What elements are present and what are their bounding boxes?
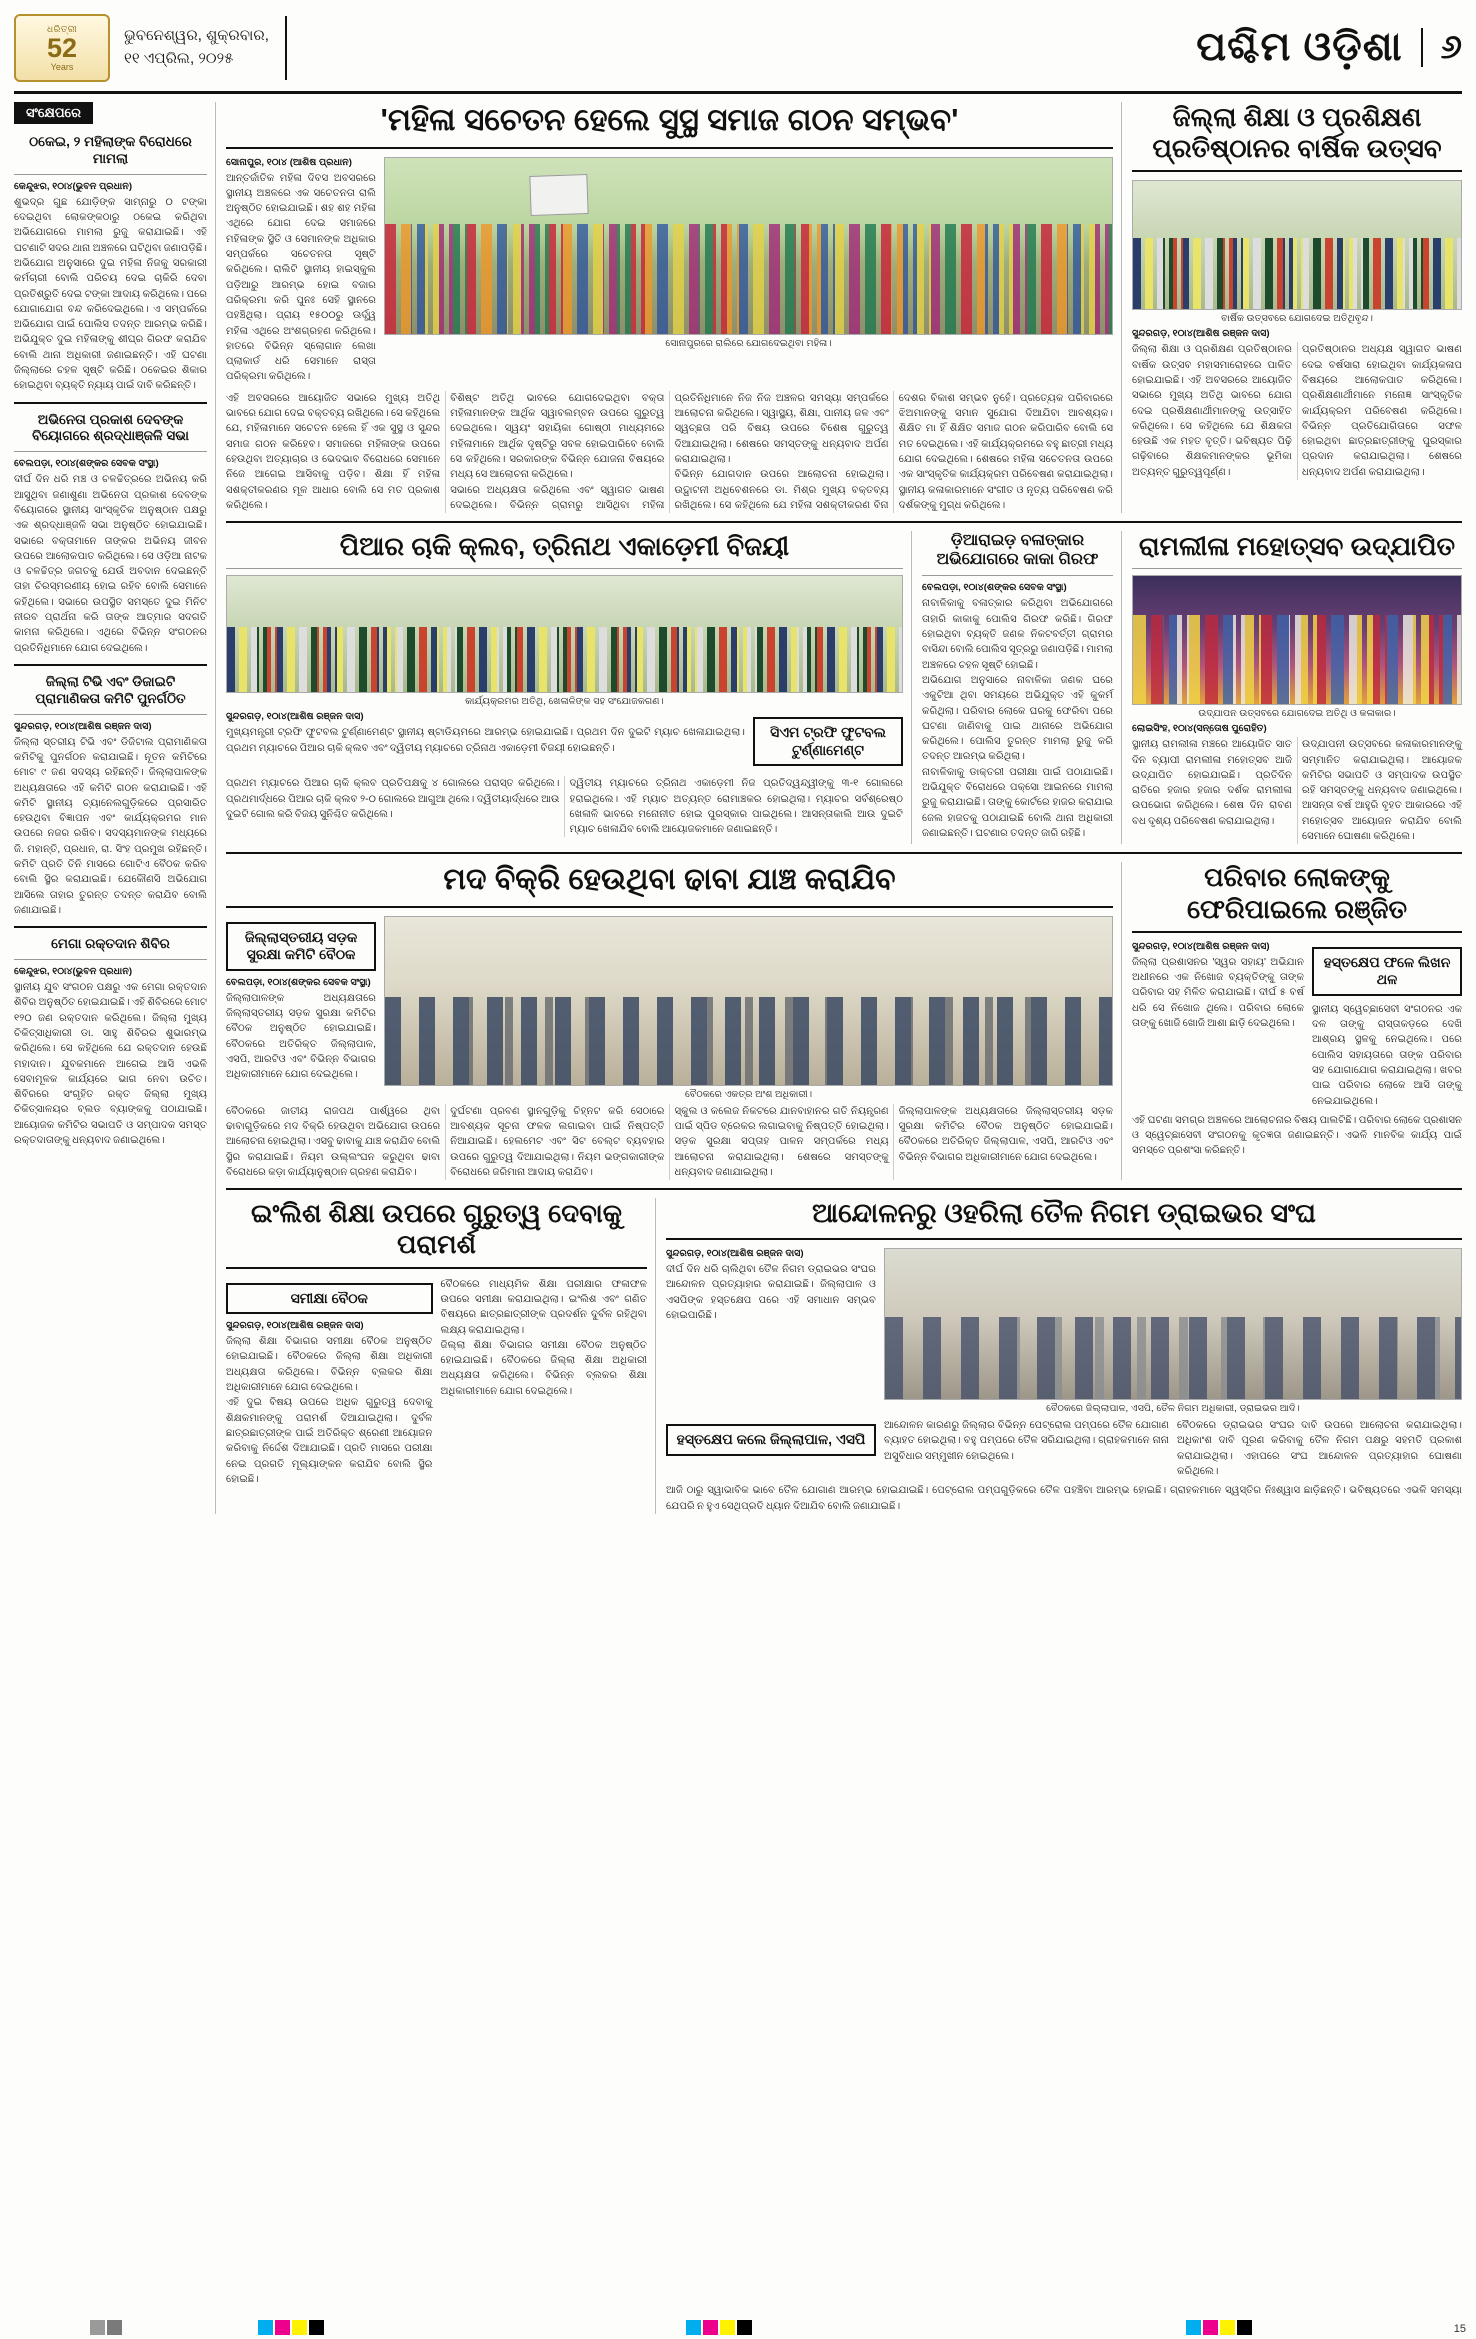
crime-body-2: ଅଭିଯୋଗ ଅନୁସାରେ ନାବାଳିକା ଜଣକ ଘରେ ଏକୁଟିଆ ଥିବା ସମୟରେ ଅଭିଯୁକ୍ତ ଏହି କୁକର୍ମ କରିଥିଲା। ପରିବାର ଲୋକେ ଘରକୁ ଫେରିବା ପରେ ଘଟଣା ଜାଣିବାକୁ ପାଇ ଥାନାରେ ଅଭିଯୋଗ କରିଥିଲେ। ପୋଲିସ ତୁରନ୍ତ ମାମଲା ରୁଜୁ କରି ତଦନ୍ତ ଆରମ୍ଭ କରିଥିଲା। bbox=[922, 674, 1113, 763]
english-education-story[interactable] bbox=[226, 1198, 656, 1514]
oil-box-head: ହସ୍ତକ୍ଷେପ କଲେ ଜିଲ୍ଲାପାଳ, ଏସପି bbox=[666, 1424, 876, 1456]
swatch-group-cmyk-2 bbox=[686, 2320, 752, 2335]
lead-byline: ସୋନାପୁର, ୧୦ା୪ (ଆଶିଷ ପ୍ରଧାନ) bbox=[226, 156, 352, 168]
logo-anniversary-number: 52 bbox=[46, 32, 78, 63]
masthead-place: ଭୁବନେଶ୍ୱର, ଶୁକ୍ରବାର, bbox=[124, 27, 269, 44]
english-body-3: ଏହି ଦୁଇ ବିଷୟ ଉପରେ ଅଧିକ ଗୁରୁତ୍ୱ ଦେବାକୁ ଶିକ୍ଷକମାନଙ୍କୁ ପରାମର୍ଶ ଦିଆଯାଇଥିଲା। ଦୁର୍ବଳ ଛାତ୍ରଛାତ୍ରୀଙ୍କ ପାଇଁ ଅତିରିକ୍ତ ଶ୍ରେଣୀ ଆୟୋଜନ କରିବାକୁ ନିର୍ଦ୍ଦେଶ ଦିଆଯାଇଛି। ପ୍ରତି ମାସରେ ପରୀକ୍ଷା ନେଇ ପ୍ରଗତି ମୂଲ୍ୟାଙ୍କନ କରାଯିବ ବୋଲି ସ୍ଥିର ହୋଇଛି। bbox=[226, 1397, 433, 1485]
ramlila-headline: ରାମଲୀଳା ମହୋତ୍ସବ ଉଦ୍ଯାପିତ bbox=[1138, 531, 1456, 562]
logo-top-text: ଧରିତ୍ରୀ bbox=[46, 23, 78, 34]
sidebar-headline: ଅଭିନେତା ପ୍ରକାଶ ଦେବଙ୍କ ବିୟୋଗରେ ଶ୍ରଦ୍ଧାଞ୍ଜଳି ସଭା bbox=[32, 411, 189, 444]
diet-byline: ସୁନ୍ଦରଗଡ଼, ୧୦ା୪(ଆଶିଷ ରଞ୍ଜନ ଦାସ) bbox=[1132, 328, 1270, 340]
sports-box-head: ସିଏମ ଟ୍ରଫି ଫୁଟବଲ ଟୁର୍ଣ୍ଣାମେଣ୍ଟ bbox=[753, 717, 903, 766]
english-body-2: ବୈଠକରେ ମାଧ୍ୟମିକ ଶିକ୍ଷା ପରୀକ୍ଷାର ଫଳାଫଳ ଉପରେ ସମୀକ୍ଷା କରାଯାଇଥିଲା। ଇଂଲିଶ ଏବଂ ଗଣିତ ବିଷୟରେ ଛାତ୍ରଛାତ୍ରୀଙ୍କ ପ୍ରଦର୍ଶନ ଦୁର୍ବଳ ରହିଥିବା ଲକ୍ଷ୍ୟ କରାଯାଇଥିଲା। bbox=[440, 1278, 647, 1336]
english-headline: ଇଂଲିଶ ଶିକ୍ଷା ଉପରେ ଗୁରୁତ୍ୱ ଦେବାକୁ ପରାମର୍ଶ bbox=[251, 1198, 622, 1260]
liquor-body-2: ବୈଠକରେ ଜାତୀୟ ରାଜପଥ ପାର୍ଶ୍ୱରେ ଥିବା ଢାବାଗୁଡ଼ିକରେ ମଦ ବିକ୍ରି ହେଉଥିବା ଅଭିଯୋଗ ଉପରେ ଆଲୋଚନା ହୋଇଥିଲା। ଏସବୁ ଢାବାକୁ ଯାଞ୍ଚ କରାଯିବ ବୋଲି ସ୍ଥିର କରାଯାଇଛି। ନିୟମ ଉଲ୍ଲଂଘନ କରୁଥିବା ଢାବା ବିରୋଧରେ କଡ଼ା କାର୍ଯ୍ୟାନୁଷ୍ଠାନ ଗ୍ରହଣ କରାଯିବ। bbox=[226, 1105, 441, 1178]
ramlila-photo-caption: ଉଦ୍ଯାପନ ଉତ୍ସବରେ ଯୋଗଦେଇ ଅତିଥି ଓ କଳାକାର। bbox=[1198, 708, 1396, 720]
sports-byline: ସୁନ୍ଦରଗଡ଼, ୧୦ା୪(ଆଶିଷ ରଞ୍ଜନ ଦାସ) bbox=[226, 711, 364, 723]
oil-body-3: ବୈଠକରେ ଡ୍ରାଇଭର ସଂଘର ଦାବି ଉପରେ ଆଲୋଚନା କରାଯାଇଥିଲା। ଅଧିକାଂଶ ଦାବି ପୂରଣ କରିବାକୁ ତୈଳ ନିଗମ ପକ୍ଷରୁ ସହମତି ପ୍ରକାଶ କରାଯାଇଥିଲା। ଏହାପରେ ସଂଘ ଆନ୍ଦୋଳନ ପ୍ରତ୍ୟାହାର ଘୋଷଣା କରିଥିଲେ। bbox=[1177, 1420, 1462, 1477]
sidebar-body: ଦୀର୍ଘ ଦିନ ଧରି ମଞ୍ଚ ଓ ଚଳଚ୍ଚିତ୍ରରେ ଅଭିନୟ କରି ଆସୁଥିବା ଜଣାଶୁଣା ଅଭିନେତା ପ୍ରକାଶ ଦେବଙ୍କ ବିୟୋଗରେ ସ୍ଥାନୀୟ ସାଂସ୍କୃତିକ ଅନୁଷ୍ଠାନ ପକ୍ଷରୁ ଏକ ଶ୍ରଦ୍ଧାଞ୍ଜଳି ସଭା ଅନୁଷ୍ଠିତ ହୋଇଯାଇଛି। ସଭାରେ ବକ୍ତାମାନେ ତାଙ୍କର ଅଭିନୟ ଜୀବନ ଉପରେ ଆଲୋକପାତ କରିଥିଲେ। ସେ ଓଡ଼ିଆ ନାଟକ ଓ ଚଳଚ୍ଚିତ୍ର ଜଗତକୁ ଯେଉଁ ଅବଦାନ ଦେଇଛନ୍ତି ତାହା ଚିରସ୍ମରଣୀୟ ହୋଇ ରହିବ ବୋଲି ସେମାନେ କହିଥିଲେ। ସଭାରେ ଉପସ୍ଥିତ ସମସ୍ତେ ଦୁଇ ମିନିଟ ନୀରବ ପ୍ରାର୍ଥନା କରି ତାଙ୍କ ଆତ୍ମାର ସଦଗତି କାମନା କରିଥିଲେ। ଏଥିରେ ବିଭିନ୍ନ ସଂଗଠନର ପ୍ରତିନିଧିମାନେ ଯୋଗ ଦେଇଥିଲେ। bbox=[14, 474, 207, 654]
lead-body-1: ଆନ୍ତର୍ଜାତିକ ମହିଳା ଦିବସ ଅବସରରେ ସ୍ଥାନୀୟ ଅଞ୍ଚଳରେ ଏକ ସଚେତନତା ରାଲି ଅନୁଷ୍ଠିତ ହୋଇଯାଇଛି। ଶହ ଶହ ମହିଳା ଏଥିରେ ଯୋଗ ଦେଇ ସମାଜରେ ମହିଳାଙ୍କ ସ୍ଥିତି ଓ ସେମାନଙ୍କ ଅଧିକାର ସମ୍ପର୍କରେ ସଚେତନତା ସୃଷ୍ଟି କରିଥିଲେ। ରାଲିଟି ସ୍ଥାନୀୟ ହାଇସ୍କୁଲ ପଡ଼ିଆରୁ ଆରମ୍ଭ ହୋଇ ବଜାର ପରିକ୍ରମା କରି ପୁନଃ ସେହି ସ୍ଥାନରେ ପହଞ୍ଚିଥିଲା। ପ୍ରାୟ ୧୫୦୦ରୁ ଊର୍ଦ୍ଧ୍ୱ ମହିଳା ଏଥିରେ ଅଂଶଗ୍ରହଣ କରିଥିଲେ। ହାତରେ ବିଭିନ୍ନ ସ୍ଲୋଗାନ ଲେଖା ପ୍ଲାକାର୍ଡ ଧରି ସେମାନେ ରାସ୍ତା ପରିକ୍ରମା କରିଥିଲେ। bbox=[226, 172, 376, 383]
sidebar-byline: ସୁନ୍ଦରଗଡ଼, ୧୦ା୪(ଆଶିଷ ରଞ୍ଜନ ଦାସ) bbox=[14, 720, 152, 732]
diet-headline: ଜିଲ୍ଲା ଶିକ୍ଷା ଓ ପ୍ରଶିକ୍ଷଣ ପ୍ରତିଷ୍ଠାନର ବାର୍ଷିକ ଉତ୍ସବ bbox=[1152, 102, 1442, 164]
crime-headline: ଡ଼ିଆରାଇଡ଼ ବଳାତ୍କାର ଅଭିଯୋଗରେ କାକା ଗିରଫ bbox=[936, 532, 1099, 569]
lead-story[interactable] bbox=[226, 102, 1122, 513]
diet-photo bbox=[1132, 180, 1462, 310]
sidebar-headline: ଜିଲ୍ଲା ଟିଭି ଏବଂ ଡିଜାଇଟି ପ୍ରାମାଣିକତା କମିଟି ପୁନର୍ଗଠିତ bbox=[35, 673, 186, 706]
liquor-photo bbox=[384, 916, 1113, 1086]
lead-photo bbox=[384, 157, 1113, 335]
section-title: ପଶ୍ଚିମ ଓଡ଼ିଶା bbox=[1196, 25, 1403, 69]
oil-body-4: ଆଜି ଠାରୁ ସ୍ୱାଭାବିକ ଭାବେ ତୈଳ ଯୋଗାଣ ଆରମ୍ଭ ହୋଇଯାଇଛି। ପେଟ୍ରୋଲ ପମ୍ପଗୁଡ଼ିକରେ ତୈଳ ପହଞ୍ଚିବା ଆରମ୍ଭ ହୋଇଛି। ଗ୍ରାହକମାନେ ସ୍ୱସ୍ତିର ନିଃଶ୍ୱାସ ଛାଡ଼ିଛନ୍ତି। ଭବିଷ୍ୟତରେ ଏଭଳି ସମସ୍ୟା ଯେପରି ନ ହୁଏ ସେଥିପ୍ରତି ଧ୍ୟାନ ଦିଆଯିବ ବୋଲି ଜଣାଯାଇଛି। bbox=[666, 1485, 1462, 1512]
liquor-headline: ମଦ ବିକ୍ରି ହେଉଥିବା ଢାବା ଯାଞ୍ଚ କରାଯିବ bbox=[443, 863, 896, 897]
sidebar-byline: କେନ୍ଦୁଝର, ୧୦ା୪(ଭୁବନ ପ୍ରଧାନ) bbox=[14, 180, 133, 192]
family-reunion-story[interactable] bbox=[1132, 862, 1462, 1180]
ramlila-photo bbox=[1132, 575, 1462, 705]
sidebar-body: ସ୍ଥାନୀୟ ଯୁବ ସଂଗଠନ ପକ୍ଷରୁ ଏକ ମେଗା ରକ୍ତଦାନ ଶିବିର ଅନୁଷ୍ଠିତ ହୋଇଯାଇଛି। ଏହି ଶିବିରରେ ମୋଟ ୧୨୦ ଜଣ ରକ୍ତଦାନ କରିଥିଲେ। ଜିଲ୍ଲା ମୁଖ୍ୟ ଚିକିତ୍ସାଧିକାରୀ ଡା. ସାହୁ ଶିବିରର ଶୁଭାରମ୍ଭ କରିଥିଲେ। ସେ କହିଥିଲେ ଯେ ରକ୍ତଦାନ ହେଉଛି ମହାଦାନ। ଯୁବକମାନେ ଆଗେଇ ଆସି ଏଭଳି ସେବାମୂଳକ କାର୍ଯ୍ୟରେ ଭାଗ ନେବା ଉଚିତ। ଶିବିରରେ ସଂଗୃହିତ ରକ୍ତ ଜିଲ୍ଲା ମୁଖ୍ୟ ଚିକିତ୍ସାଳୟର ବ୍ଲଡ ବ୍ୟାଙ୍କକୁ ପଠାଯାଇଛି। ଆୟୋଜକ କମିଟିର ସଭାପତି ଓ ସମ୍ପାଦକ ସମସ୍ତ ରକ୍ତଦାତାଙ୍କୁ ଧନ୍ୟବାଦ ଜଣାଇଥିଲେ। bbox=[14, 982, 207, 1147]
family-body-2: ସ୍ଥାନୀୟ ସ୍ୱେଚ୍ଛାସେବୀ ସଂଗଠନର ଏକ ଦଳ ତାଙ୍କୁ ରାସ୍ତାକଡ଼ରେ ଦେଖି ଆଶ୍ରୟ ସ୍ଥଳକୁ ନେଇଥିଲେ। ପରେ ପୋଲିସ ସହାୟତାରେ ତାଙ୍କ ପରିବାର ସହ ଯୋଗାଯୋଗ କରାଯାଇଥିଲା। ଖବର ପାଇ ପରିବାର ଲୋକେ ଆସି ତାଙ୍କୁ ନେଇଯାଇଥିଲେ। bbox=[1312, 1003, 1462, 1107]
english-box-head: ସମୀକ୍ଷା ବୈଠକ bbox=[226, 1283, 433, 1315]
oil-body-2: ଆନ୍ଦୋଳନ କାରଣରୁ ଜିଲ୍ଲାର ବିଭିନ୍ନ ପେଟ୍ରୋଲ ପମ୍ପରେ ତୈଳ ଯୋଗାଣ ବ୍ୟାହତ ହୋଇଥିଲା। ବହୁ ପମ୍ପରେ ତୈଳ ସରିଯାଇଥିଲା। ଗ୍ରାହକମାନେ ନାନା ଅସୁବିଧାର ସମ୍ମୁଖୀନ ହୋଇଥିଲେ। bbox=[884, 1420, 1169, 1462]
sidebar-item-thokela-case[interactable] bbox=[14, 134, 207, 394]
liquor-byline: ବେଲପଡ଼ା, ୧୦ା୪(ଶଙ୍କର ସେବକ ସଂସ୍ଥା) bbox=[226, 976, 371, 988]
publication-logo bbox=[14, 14, 110, 82]
main-column bbox=[226, 102, 1462, 1514]
diet-body-1: ଜିଲ୍ଲା ଶିକ୍ଷା ଓ ପ୍ରଶିକ୍ଷଣ ପ୍ରତିଷ୍ଠାନର ବାର୍ଷିକ ଉତ୍ସବ ମହାସମାରୋହରେ ପାଳିତ ହୋଇଯାଇଛି। ଏହି ଅବସରରେ ଆୟୋଜିତ ସଭାରେ ମୁଖ୍ୟ ଅତିଥି ଭାବରେ ଯୋଗ ଦେଇ ପ୍ରଶିକ୍ଷଣାର୍ଥୀମାନଙ୍କୁ ଉତ୍ସାହିତ କରିଥିଲେ। ସେ କହିଥିଲେ ଯେ ଶିକ୍ଷକତା ହେଉଛି ଏକ ମହତ ବୃତ୍ତି। ଭବିଷ୍ୟତ ପିଢ଼ି ଗଢ଼ିବାରେ ଶିକ୍ଷକମାନଙ୍କର ଭୂମିକା ଅତ୍ୟନ୍ତ ଗୁରୁତ୍ୱପୂର୍ଣ୍ଣ। bbox=[1132, 344, 1292, 478]
ramlila-body-2: ଉଦ୍ଯାପନୀ ଉତ୍ସବରେ କଳାକାରମାନଙ୍କୁ ସମ୍ମାନିତ କରାଯାଇଥିଲା। ଆୟୋଜକ କମିଟିର ସଭାପତି ଓ ସମ୍ପାଦକ ଉପସ୍ଥିତ ରହି ସମସ୍ତଙ୍କୁ ଧନ୍ୟବାଦ ଜଣାଇଥିଲେ। ଆସନ୍ତା ବର୍ଷ ଆହୁରି ବୃହତ ଆକାରରେ ଏହି ମହୋତ୍ସବ ଆୟୋଜନ କରାଯିବ ବୋଲି ସେମାନେ ଘୋଷଣା କରିଥିଲେ। bbox=[1302, 739, 1462, 843]
family-box-head: ହସ୍ତକ୍ଷେପ ଫଳେ ଲିଖନ ଥଳ bbox=[1312, 947, 1462, 996]
sidebar-headline: ମେଗା ରକ୍ତଦାନ ଶିବିର bbox=[51, 936, 170, 952]
sidebar-body: ଜିଲ୍ଲା ସ୍ତରୀୟ ଟିଭି ଏବଂ ଡିଜିଟାଲ ପ୍ରାମାଣିକତା କମିଟିକୁ ପୁନର୍ଗଠନ କରାଯାଇଛି। ନୂତନ କମିଟିରେ ମୋଟ ୯ ଜଣ ସଦସ୍ୟ ରହିଛନ୍ତି। ଜିଲ୍ଲାପାଳଙ୍କ ଅଧ୍ୟକ୍ଷତାରେ ଏହି କମିଟି ଗଠନ କରାଯାଇଛି। ଏହି କମିଟି ସ୍ଥାନୀୟ ଚ୍ୟାନେଲଗୁଡ଼ିକରେ ପ୍ରସାରିତ ହେଉଥିବା ବିଜ୍ଞାପନ ଏବଂ କାର୍ଯ୍ୟକ୍ରମର ମାନ ଉପରେ ନଜର ରଖିବ। ସଦସ୍ୟମାନଙ୍କ ମଧ୍ୟରେ ଜି. ମହାନ୍ତି, ପ୍ରଧାନ, ରା. ସିଂହ ପ୍ରମୁଖ ରହିଛନ୍ତି। କମିଟି ପ୍ରତି ତିନି ମାସରେ ଗୋଟିଏ ବୈଠକ କରିବ ବୋଲି ସ୍ଥିର କରାଯାଇଛି। ଯେକୌଣସି ଅଭିଯୋଗ ଆସିଲେ ତାହାର ତୁରନ୍ତ ତଦନ୍ତ କରାଯିବ ବୋଲି ଜଣାଯାଇଛି। bbox=[14, 736, 207, 916]
liquor-sub-head: ଜିଲ୍ଲାସ୍ତରୀୟ ସଡ଼କ ସୁରକ୍ଷା କମିଟି ବୈଠକ bbox=[226, 922, 376, 971]
print-registration-bar bbox=[0, 2313, 1476, 2339]
oil-drivers-story[interactable] bbox=[666, 1198, 1462, 1514]
oil-photo-caption: ବୈଠକରେ ଜିଲ୍ଲାପାଳ, ଏସପି, ତୈଳ ନିଗମ ଅଧିକାରୀ, ଡ୍ରାଇଭର ଆଦି। bbox=[1046, 1403, 1300, 1415]
sports-body-2: ପ୍ରଥମ ମ୍ୟାଚରେ ପିଆର ଚାକି କ୍ଲବ ପ୍ରତିପକ୍ଷକୁ ୪ ଗୋଲରେ ପରାସ୍ତ କରିଥିଲେ। ପ୍ରଥମାର୍ଦ୍ଧରେ ପିଆର ଚାକି କ୍ଲବ ୨-୦ ଗୋଲରେ ଆଗୁଆ ଥିଲେ। ଦ୍ୱିତୀୟାର୍ଦ୍ଧରେ ଆଉ ଦୁଇଟି ଗୋଲ କରି ବିଜୟ ସୁନିଶ୍ଚିତ କରିଥିଲେ। bbox=[226, 778, 560, 820]
crime-byline: ବେଲପଡ଼ା, ୧୦ା୪(ଶଙ୍କର ସେବକ ସଂସ୍ଥା) bbox=[922, 582, 1067, 594]
english-body-4: ଜିଲ୍ଲା ଶିକ୍ଷା ବିଭାଗର ସମୀକ୍ଷା ବୈଠକ ଅନୁଷ୍ଠିତ ହୋଇଯାଇଛି। ବୈଠକରେ ଜିଲ୍ଲା ଶିକ୍ଷା ଅଧିକାରୀ ଅଧ୍ୟକ୍ଷତା କରିଥିଲେ। ବିଭିନ୍ନ ବ୍ଲକର ଶିକ୍ଷା ଅଧିକାରୀମାନେ ଯୋଗ ଦେଇଥିଲେ। bbox=[440, 1339, 647, 1397]
liquor-photo-caption: ବୈଠକରେ ଏକତ୍ର ଅଂଶ ଅଧିକାରୀ। bbox=[684, 1088, 813, 1100]
lead-headline: 'ମହିଳା ସଚେତନ ହେଲେ ସୁସ୍ଥ ସମାଜ ଗଠନ ସମ୍ଭବ' bbox=[380, 102, 959, 137]
liquor-dhaba-story[interactable] bbox=[226, 862, 1122, 1180]
lead-body-4: ସଭାରେ ଅଧ୍ୟକ୍ଷତା କରିଥିଲେ ଏବଂ ସ୍ୱାଗତ ଭାଷଣ ଦେଇଥିଲେ। ବିଭିନ୍ନ ଗ୍ରାମରୁ ଆସିଥିବା ମହିଳା ପ୍ରତିନିଧିମାନେ ନିଜ ନିଜ ଅଞ୍ଚଳର ସମସ୍ୟା ସମ୍ପର୍କରେ ଆଲୋଚନା କରିଥିଲେ। ସ୍ୱାସ୍ଥ୍ୟ, ଶିକ୍ଷା, ପାନୀୟ ଜଳ ଏବଂ ସ୍ୱଚ୍ଛତା ପରି ବିଷୟ ଉପରେ ବିଶେଷ ଗୁରୁତ୍ୱ ଦିଆଯାଇଥିଲା। ଶେଷରେ ସମସ୍ତଙ୍କୁ ଧନ୍ୟବାଦ ଅର୍ପଣ କରାଯାଇଥିଲା। bbox=[450, 392, 889, 511]
swatch-group-left bbox=[90, 2320, 122, 2335]
oil-byline: ସୁନ୍ଦରଗଡ଼, ୧୦ା୪(ଆଶିଷ ରଞ୍ଜନ ଦାସ) bbox=[666, 1248, 804, 1260]
sports-headline: ପିଆର ଚାକି କ୍ଲବ, ତ୍ରିନାଥ ଏକାଡ଼େମୀ ବିଜୟୀ bbox=[339, 531, 790, 562]
masthead-page-number: ୬ bbox=[1421, 28, 1462, 67]
liquor-body-extra: ଜିଲ୍ଲାପାଳଙ୍କ ଅଧ୍ୟକ୍ଷତାରେ ଜିଲ୍ଲାସ୍ତରୀୟ ସଡ଼କ ସୁରକ୍ଷା କମିଟିର ବୈଠକ ଅନୁଷ୍ଠିତ ହୋଇଯାଇଛି। ବୈଠକରେ ଅତିରିକ୍ତ ଜିଲ୍ଲାପାଳ, ଏସପି, ଆରଟିଓ ଏବଂ ବିଭିନ୍ନ ବିଭାଗର ଅଧିକାରୀମାନେ ଯୋଗ ଦେଇଥିଲେ। bbox=[898, 1105, 1113, 1163]
sports-body-3: ଦ୍ୱିତୀୟ ମ୍ୟାଚରେ ତ୍ରିନାଥ ଏକାଡ଼େମୀ ନିଜ ପ୍ରତିଦ୍ୱନ୍ଦ୍ୱୀଙ୍କୁ ୩-୧ ଗୋଲରେ ହରାଇଥିଲେ। ଏହି ମ୍ୟାଚ ଅତ୍ୟନ୍ତ ରୋମାଞ୍ଚକର ହୋଇଥିଲା। ମ୍ୟାଚର ସର୍ବଶ୍ରେଷ୍ଠ ଖେଳାଳି ଭାବରେ ମନୋନୀତ ହୋଇ ପୁରସ୍କାର ପାଇଥିଲେ। ଆସନ୍ତାକାଲି ଆଉ ଦୁଇଟି ମ୍ୟାଚ ଖେଳାଯିବ ବୋଲି ଆୟୋଜକମାନେ ଜଣାଇଛନ୍ତି। bbox=[569, 778, 903, 836]
liquor-body-3: ଦୁର୍ଘଟଣା ପ୍ରବଣ ସ୍ଥାନଗୁଡ଼ିକୁ ଚିହ୍ନଟ କରି ସେଠାରେ ଆବଶ୍ୟକ ସୂଚନା ଫଳକ ଲଗାଇବା ପାଇଁ ନିଷ୍ପତ୍ତି ନିଆଯାଇଛି। ହେଲମେଟ ଏବଂ ସିଟ ବେଲ୍ଟ ବ୍ୟବହାର ଉପରେ ଗୁରୁତ୍ୱ ଦିଆଯାଇଥିଲା। ନିୟମ ଭଙ୍ଗକାରୀଙ୍କ ବିରୋଧରେ ଜରିମାନା ଆଦାୟ କରାଯିବ। bbox=[450, 1105, 665, 1178]
swatch-group-cmyk-3 bbox=[1186, 2320, 1252, 2335]
diet-body-2: ପ୍ରତିଷ୍ଠାନର ଅଧ୍ୟକ୍ଷ ସ୍ୱାଗତ ଭାଷଣ ଦେଇ ବର୍ଷସାରା ହୋଇଥିବା କାର୍ଯ୍ୟକଳାପ ବିଷୟରେ ଆଲୋକପାତ କରିଥିଲେ। ପ୍ରଶିକ୍ଷଣାର୍ଥୀମାନେ ମନୋଜ୍ଞ ସାଂସ୍କୃତିକ କାର୍ଯ୍ୟକ୍ରମ ପରିବେଷଣ କରିଥିଲେ। ବିଭିନ୍ନ ପ୍ରତିଯୋଗିତାରେ ସଫଳ ହୋଇଥିବା ଛାତ୍ରଛାତ୍ରୀଙ୍କୁ ପୁରସ୍କାର ପ୍ରଦାନ କରାଯାଇଥିଲା। ଶେଷରେ ଧନ୍ୟବାଦ ଅର୍ପଣ କରାଯାଇଥିଲା। bbox=[1302, 344, 1462, 478]
sports-body-1: ମୁଖ୍ୟମନ୍ତ୍ରୀ ଟ୍ରଫି ଫୁଟବଲ ଟୁର୍ଣ୍ଣାମେଣ୍ଟ ସ୍ଥାନୀୟ ଷ୍ଟାଡିୟମରେ ଆରମ୍ଭ ହୋଇଯାଇଛି। ପ୍ରଥମ ଦିନ ଦୁଇଟି ମ୍ୟାଚ ଖେଳାଯାଇଥିଲା। ପ୍ରଥମ ମ୍ୟାଚରେ ପିଆର ଚାକି କ୍ଲବ ଏବଂ ଦ୍ୱିତୀୟ ମ୍ୟାଚରେ ତ୍ରିନାଥ ଏକାଡ଼େମୀ ବିଜୟୀ ହୋଇଛନ୍ତି। bbox=[226, 727, 745, 754]
lead-body-2: ଏହି ଅବସରରେ ଆୟୋଜିତ ସଭାରେ ମୁଖ୍ୟ ଅତିଥି ଭାବରେ ଯୋଗ ଦେଇ ବକ୍ତବ୍ୟ ରଖିଥିଲେ। ସେ କହିଥିଲେ ଯେ, ମହିଳାମାନେ ସଚେତନ ହେଲେ ହିଁ ଏକ ସୁସ୍ଥ ଓ ସୁନ୍ଦର ସମାଜ ଗଠନ କରିହେବ। ସମାଜରେ ମହିଳାଙ୍କ ଉପରେ ହେଉଥିବା ଅତ୍ୟାଚାର ଓ ଭେଦଭାବ ବିରୋଧରେ ସେମାନେ ନିଜେ ଆଗେଇ ଆସିବାକୁ ପଡ଼ିବ। ଶିକ୍ଷା ହିଁ ମହିଳା ସଶକ୍ତୀକରଣର ମୂଳ ଆଧାର ବୋଲି ସେ ମତ ପ୍ରକାଶ କରିଥିଲେ। bbox=[226, 392, 441, 511]
sports-photo-caption: କାର୍ଯ୍ୟକ୍ରମର ଅତିଥି, ଖେଳାଳିଙ୍କ ସହ ସଂଯୋଜକଗଣ। bbox=[465, 696, 664, 708]
oil-headline: ଆନ୍ଦୋଳନରୁ ଓହରିଲା ତୈଳ ନିଗମ ଡ୍ରାଇଭର ସଂଘ bbox=[812, 1198, 1316, 1229]
diet-photo-caption: ବାର୍ଷିକ ଉତ୍ସବରେ ଯୋଗଦେଇ ଅତିଥିବୃନ୍ଦ। bbox=[1221, 313, 1373, 325]
ramlila-story[interactable] bbox=[1132, 531, 1462, 844]
lead-photo-caption: ସୋନାପୁରରେ ରାଲିରେ ଯୋଗଦେଇଥିବା ମହିଳା। bbox=[665, 337, 832, 349]
crime-story[interactable] bbox=[922, 531, 1122, 844]
lead-body-5: ବିଭିନ୍ନ ଯୋଗଦାନ ଉପରେ ଆଲୋଚନା ହୋଇଥିଲା। ଉଦ୍ଘାଟନୀ ଅଧିବେଶନରେ ଡା. ମିଶ୍ର ମୁଖ୍ୟ ବକ୍ତବ୍ୟ ରଖିଥିଲେ। ସେ କହିଥିଲେ ଯେ ମହିଳା ସଶକ୍ତୀକରଣ ବିନା ଦେଶର ବିକାଶ ସମ୍ଭବ ନୁହେଁ। ପ୍ରତ୍ୟେକ ପରିବାରରେ ଝିଅମାନଙ୍କୁ ସମାନ ସୁଯୋଗ ଦିଆଯିବା ଆବଶ୍ୟକ। ଶିକ୍ଷିତ ମା ହିଁ ଶିକ୍ଷିତ ସମାଜ ଗଠନ କରିପାରିବ ବୋଲି ସେ ମତ ଦେଇଥିଲେ। ଏହି କାର୍ଯ୍ୟକ୍ରମରେ ବହୁ ଛାତ୍ରୀ ମଧ୍ୟ ଯୋଗ ଦେଇଥିଲେ। ଶେଷରେ ମହିଳା ସଚେତନତା ଉପରେ ଏକ ସାଂସ୍କୃତିକ କାର୍ଯ୍ୟକ୍ରମ ପରିବେଷଣ କରାଯାଇଥିଲା। ସ୍ଥାନୀୟ କଳାକାରମାନେ ସଂଗୀତ ଓ ନୃତ୍ୟ ପରିବେଷଣ କରି ଦର୍ଶକଙ୍କୁ ମୁଗ୍ଧ କରିଥିଲେ। bbox=[674, 392, 1113, 511]
english-body-1: ଜିଲ୍ଲା ଶିକ୍ଷା ବିଭାଗର ସମୀକ୍ଷା ବୈଠକ ଅନୁଷ୍ଠିତ ହୋଇଯାଇଛି। ବୈଠକରେ ଜିଲ୍ଲା ଶିକ୍ଷା ଅଧିକାରୀ ଅଧ୍ୟକ୍ଷତା କରିଥିଲେ। ବିଭିନ୍ନ ବ୍ଲକର ଶିକ୍ଷା ଅଧିକାରୀମାନେ ଯୋଗ ଦେଇଥିଲେ। bbox=[226, 1336, 433, 1394]
sidebar-headline: ଠକେଇ, ୨ ମହିଲାଙ୍କ ବିରୋଧରେ ମାମଲା bbox=[29, 134, 192, 166]
diet-annual-function-story[interactable] bbox=[1132, 102, 1462, 513]
crime-body-3: ନାବାଳିକାକୁ ଡାକ୍ତରୀ ପରୀକ୍ଷା ପାଇଁ ପଠାଯାଇଛି। ଅଭିଯୁକ୍ତ ବିରୋଧରେ ପକ୍ସୋ ଆଇନରେ ମାମଲା ରୁଜୁ କରାଯାଇଛି। ତାଙ୍କୁ କୋର୍ଟରେ ହାଜର କରାଯାଇ ଜେଲ ହାଜତକୁ ପଠାଯାଇଛି ବୋଲି ଥାନା ଅଧିକାରୀ ଜଣାଇଛନ୍ତି। ଘଟଣାର ତଦନ୍ତ ଜାରି ରହିଛି। bbox=[922, 766, 1113, 839]
sidebar-item-actor-tribute[interactable] bbox=[14, 412, 207, 656]
family-body-1: ଜିଲ୍ଲା ପ୍ରଶାସନର 'ସ୍ୱର ସହାୟ' ଅଭିଯାନ ଅଧୀନରେ ଏକ ନିଖୋଜ ବ୍ୟକ୍ତିଙ୍କୁ ତାଙ୍କ ପରିବାର ସହ ମିଳିତ କରାଯାଇଛି। ଦୀର୍ଘ ୫ ବର୍ଷ ଧରି ସେ ନିଖୋଜ ଥିଲେ। ପରିବାର ଲୋକେ ତାଙ୍କୁ ଖୋଜି ଖୋଜି ଆଶା ଛାଡ଼ି ଦେଇଥିଲେ। bbox=[1132, 956, 1304, 1029]
family-headline: ପରିବାର ଲୋକଙ୍କୁ ଫେରିପାଇଲେ ରଞ୍ଜିତ bbox=[1186, 862, 1407, 924]
crime-body-1: ନାବାଳିକାକୁ ବଳାତ୍କାର କରିଥିବା ଅଭିଯୋଗରେ ତାହାରି କାକାକୁ ପୋଲିସ ଗିରଫ କରିଛି। ଗିରଫ ହୋଇଥିବା ବ୍ୟକ୍ତି ଜଣକ ନିକଟବର୍ତ୍ତୀ ଗ୍ରାମର ବାସିନ୍ଦା ବୋଲି ପୋଲିସ ସୂତ୍ରରୁ ଜଣାପଡ଼ିଛି। ମାମଲା ଅଞ୍ଚଳରେ ଚହଳ ସୃଷ୍ଟି ହୋଇଛି। bbox=[922, 598, 1113, 671]
ramlila-body-1: ସ୍ଥାନୀୟ ରାମଲୀଳା ମଞ୍ଚରେ ଆୟୋଜିତ ସାତ ଦିନ ବ୍ୟାପୀ ରାମଲୀଳା ମହୋତ୍ସବ ଆଜି ଉଦ୍ଯାପିତ ହୋଇଯାଇଛି। ପ୍ରତିଦିନ ରାତିରେ ହଜାର ହଜାର ଦର୍ଶକ ରାମଲୀଳା ଉପଭୋଗ କରିଥିଲେ। ଶେଷ ଦିନ ରାବଣ ବଧ ଦୃଶ୍ୟ ପରିବେଷଣ କରାଯାଇଥିଲା। bbox=[1132, 739, 1292, 827]
family-body-3: ଏହି ଘଟଣା ସମଗ୍ର ଅଞ୍ଚଳରେ ଆଲୋଚନାର ବିଷୟ ପାଲଟିଛି। ପରିବାର ଲୋକେ ପ୍ରଶାସନ ଓ ସ୍ୱେଚ୍ଛାସେବୀ ସଂଗଠନକୁ କୃତଜ୍ଞତା ଜଣାଇଛନ୍ତି। ଏଭଳି ମାନବିକ କାର୍ଯ୍ୟ ପାଇଁ ସମସ୍ତେ ପ୍ରଶଂସା କରିଛନ୍ତି। bbox=[1132, 1114, 1462, 1157]
masthead-dateline bbox=[124, 16, 287, 80]
english-byline: ସୁନ୍ଦରଗଡ଼, ୧୦ା୪(ଆଶିଷ ରଞ୍ଜନ ଦାସ) bbox=[226, 1320, 364, 1332]
sidebar-byline: କେନ୍ଦୁଝର, ୧୦ା୪(ଭୁବନ ପ୍ରଧାନ) bbox=[14, 966, 133, 978]
oil-photo bbox=[884, 1248, 1462, 1400]
ramlila-byline: ଲୋଇସିଂହ, ୧୦ା୪(ସନ୍ତୋଷ ପୁରୋହିତ) bbox=[1132, 723, 1267, 735]
liquor-body-4: ସ୍କୁଲ ଓ କଲେଜ ନିକଟରେ ଯାନବାହାନର ଗତି ନିୟନ୍ତ୍ରଣ ପାଇଁ ସ୍ପିଡ ବ୍ରେକର ଲଗାଇବାକୁ ନିଷ୍ପତ୍ତି ହୋଇଥିଲା। ସଡ଼କ ସୁରକ୍ଷା ସପ୍ତାହ ପାଳନ ସମ୍ପର୍କରେ ମଧ୍ୟ ଆଲୋଚନା କରାଯାଇଥିଲା। ଶେଷରେ ସମସ୍ତଙ୍କୁ ଧନ୍ୟବାଦ ଜଣାଯାଇଥିଲା। bbox=[674, 1105, 889, 1178]
sidebar-byline: ବେଲପଡ଼ା, ୧୦ା୪(ଶଙ୍କର ସେବକ ସଂସ୍ଥା) bbox=[14, 458, 159, 470]
oil-body-1: ଦୀର୍ଘ ଦିନ ଧରି ଚାଲିଥିବା ତୈଳ ନିଗମ ଡ୍ରାଇଭର ସଂଘର ଆନ୍ଦୋଳନ ପ୍ରତ୍ୟାହାର କରାଯାଇଛି। ଜିଲ୍ଲାପାଳ ଓ ଏସପିଙ୍କ ହସ୍ତକ୍ଷେପ ପରେ ଏହି ସମାଧାନ ସମ୍ଭବ ହୋଇପାରିଛି। bbox=[666, 1264, 876, 1321]
footer-page-number: 15 bbox=[1453, 2323, 1466, 2335]
swatch-group-cmyk-1 bbox=[258, 2320, 324, 2335]
masthead bbox=[14, 10, 1462, 94]
masthead-date: ୧୧ ଏପ୍ରିଲ, ୨୦୨୫ bbox=[124, 49, 234, 67]
sidebar-item-mega-blood-donation[interactable] bbox=[14, 936, 207, 1148]
logo-years-label: Years bbox=[50, 61, 74, 72]
sports-photo bbox=[226, 575, 903, 693]
lead-body-3: ବିଶିଷ୍ଟ ଅତିଥି ଭାବରେ ଯୋଗଦେଇଥିବା ବକ୍ତା ମହିଳାମାନଙ୍କ ଆର୍ଥିକ ସ୍ୱାବଲମ୍ବନ ଉପରେ ଗୁରୁତ୍ୱ ଦେଇଥିଲେ। ସ୍ୱୟଂ ସହାୟିକା ଗୋଷ୍ଠୀ ମାଧ୍ୟମରେ ମହିଳାମାନେ ଆର୍ଥିକ ଦୃଷ୍ଟିରୁ ସବଳ ହୋଇପାରିବେ ବୋଲି ସେ କହିଥିଲେ। ସରକାରଙ୍କ ବିଭିନ୍ନ ଯୋଜନା ବିଷୟରେ ମଧ୍ୟ ସେ ଆଲୋଚନା କରିଥିଲେ। bbox=[450, 392, 665, 481]
sidebar-badge: ସଂକ୍ଷେପରେ bbox=[14, 102, 93, 124]
family-byline: ସୁନ୍ଦରଗଡ଼, ୧୦ା୪(ଆଶିଷ ରଞ୍ଜନ ଦାସ) bbox=[1132, 940, 1270, 952]
sports-story[interactable] bbox=[226, 531, 912, 844]
sidebar-body: ଶୁଭଦ୍ର ଗୁଛ ଯୋଡ଼ିଙ୍କ ସାମ୍ନାରୁ ୦ ଟଙ୍କା ଦେଇଥିବା ଲୋକଙ୍କଠାରୁ ଠକେଇ କରିଥିବା ଅଭିଯୋଗରେ ମାମଲା ରୁଜୁ କରାଯାଇଛି। ଏହି ଘଟଣାଟି ସଦର ଥାନା ଅଞ୍ଚଳରେ ଘଟିଥିବା ଜଣାପଡ଼ିଛି। ଅଭିଯୋଗ ଅନୁସାରେ ଦୁଇ ମହିଳା ନିଜକୁ ସରକାରୀ କର୍ମଚାରୀ ବୋଲି ପରିଚୟ ଦେଇ ଚାକିରି ଦେବା ପ୍ରତିଶ୍ରୁତି ଦେଇ ଟଙ୍କା ଆଦାୟ କରିଥିଲେ। ପରେ ଯୋଗାଯୋଗ ବନ୍ଦ କରିଦେଇଥିଲେ। ଏ ସମ୍ପର୍କରେ ଅଭିଯୋଗ ପାଇଁ ପୋଲିସ ତଦନ୍ତ ଆରମ୍ଭ କରିଛି। ଅଭିଯୁକ୍ତ ଦୁଇ ମହିଳାଙ୍କୁ ଶୀଘ୍ର ଗିରଫ କରାଯିବ ବୋଲି ଥାନା ଅଧିକାରୀ ଜଣାଇଛନ୍ତି। ଏହି ଘଟଣା ଜିଲ୍ଲାରେ ଚହଳ ସୃଷ୍ଟି କରିଛି। ଠକେଇର ଶିକାର ହୋଇଥିବା ବ୍ୟକ୍ତି ନ୍ୟାୟ ପାଇଁ ଦାବି କରିଛନ୍ତି। bbox=[14, 196, 207, 392]
sidebar-column bbox=[14, 102, 216, 1514]
sidebar-item-tv-repair[interactable] bbox=[14, 674, 207, 918]
liquor-body-1: ଜିଲ୍ଲାପାଳଙ୍କ ଅଧ୍ୟକ୍ଷତାରେ ଜିଲ୍ଲାସ୍ତରୀୟ ସଡ଼କ ସୁରକ୍ଷା କମିଟିର ବୈଠକ ଅନୁଷ୍ଠିତ ହୋଇଯାଇଛି। ବୈଠକରେ ଅତିରିକ୍ତ ଜିଲ୍ଲାପାଳ, ଏସପି, ଆରଟିଓ ଏବଂ ବିଭିନ୍ନ ବିଭାଗର ଅଧିକାରୀମାନେ ଯୋଗ ଦେଇଥିଲେ। bbox=[226, 992, 376, 1081]
